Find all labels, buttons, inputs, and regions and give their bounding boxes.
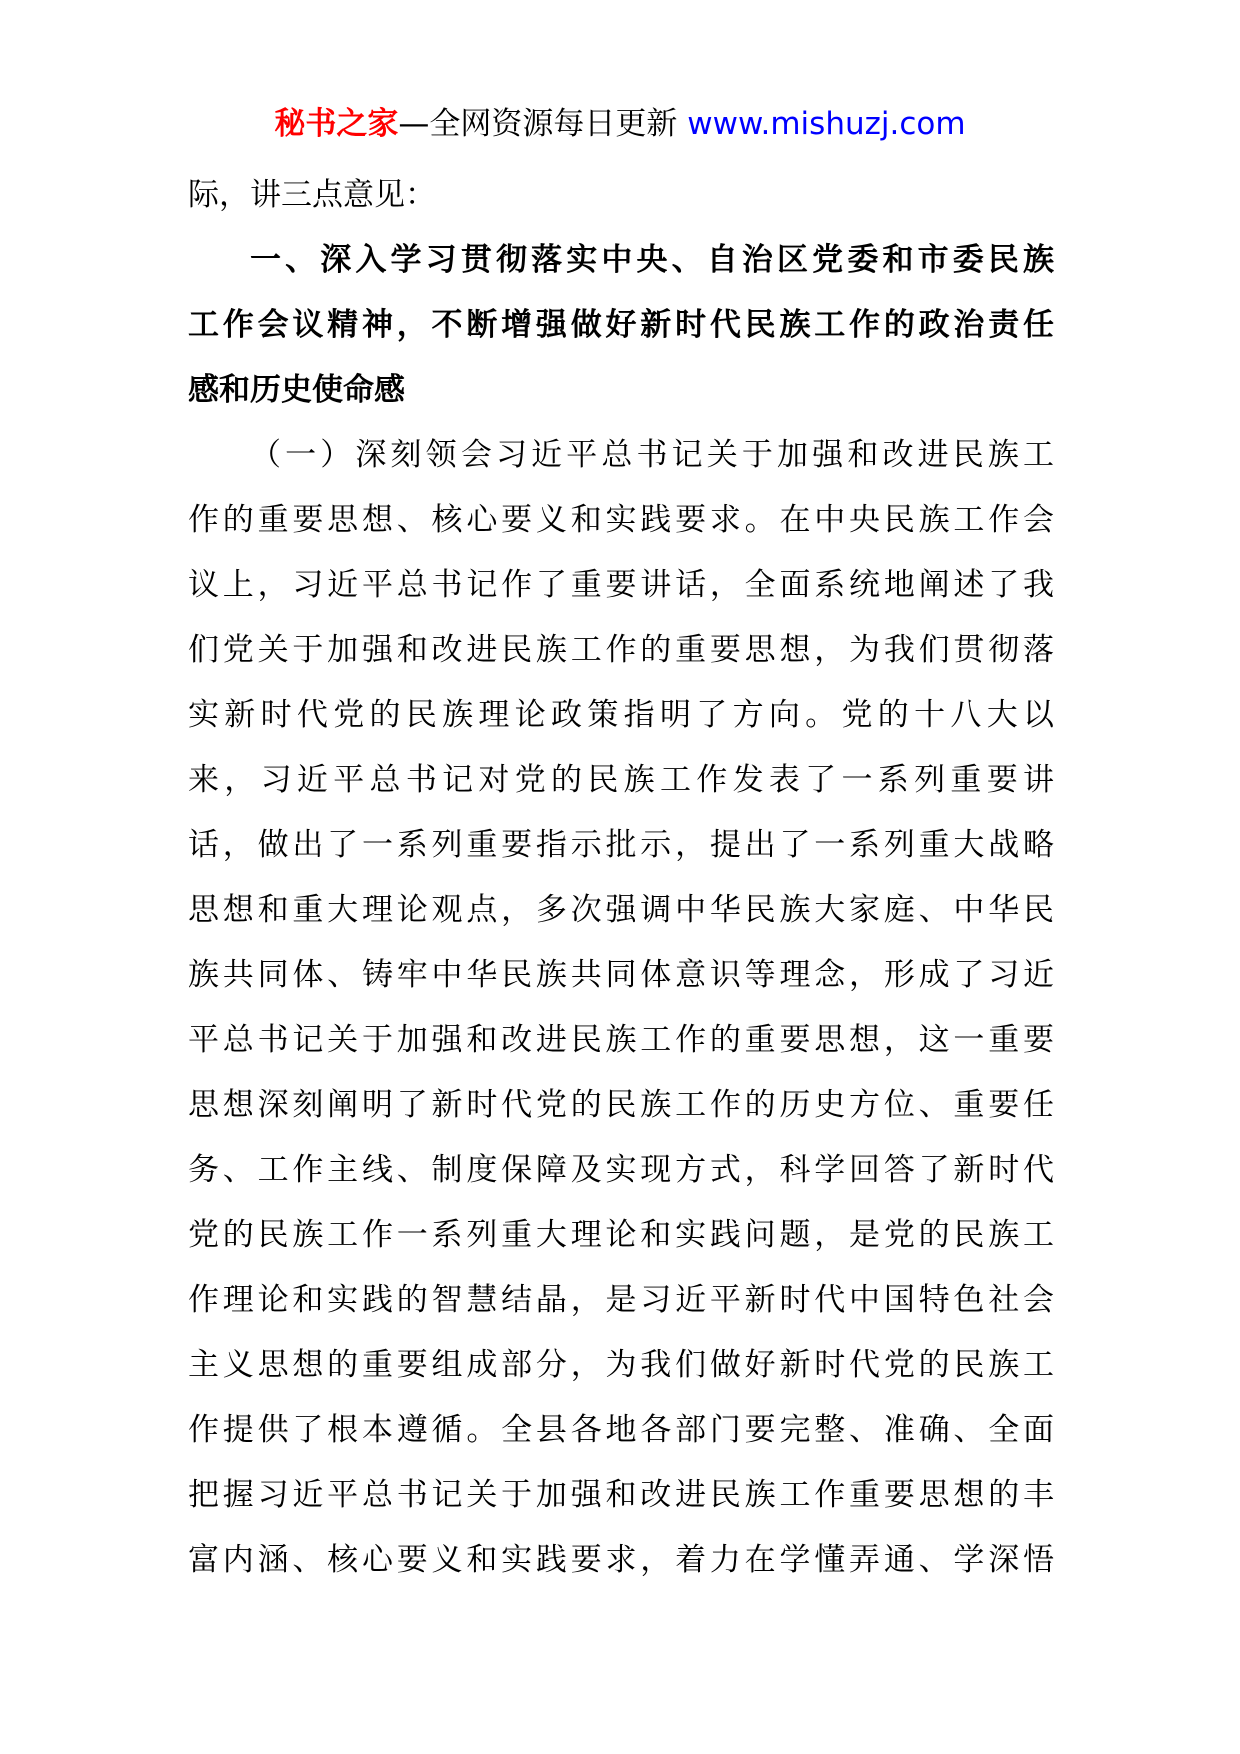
paragraph-line: 话，做出了一系列重要指示批示，提出了一系列重大战略	[188, 827, 1054, 863]
section-heading-line: 感和历史使命感	[188, 372, 405, 408]
site-banner	[0, 100, 1240, 148]
paragraph-line: 作理论和实践的智慧结晶，是习近平新时代中国特色社会	[188, 1282, 1054, 1318]
paragraph-continuation-line: 际，讲三点意见：	[188, 177, 436, 213]
paragraph-line: 思想和重大理论观点，多次强调中华民族大家庭、中华民	[188, 892, 1054, 928]
section-heading-line: 一、深入学习贯彻落实中央、自治区党委和市委民族	[250, 242, 1054, 278]
paragraph-line: （一）深刻领会习近平总书记关于加强和改进民族工	[250, 437, 1054, 473]
document-body	[188, 163, 1054, 1593]
paragraph-line: 党的民族工作一系列重大理论和实践问题，是党的民族工	[188, 1217, 1054, 1253]
paragraph-line: 们党关于加强和改进民族工作的重要思想，为我们贯彻落	[188, 632, 1054, 668]
paragraph-line: 作提供了根本遵循。全县各地各部门要完整、准确、全面	[188, 1412, 1054, 1448]
paragraph-line: 族共同体、铸牢中华民族共同体意识等理念，形成了习近	[188, 957, 1054, 993]
paragraph-line: 平总书记关于加强和改进民族工作的重要思想，这一重要	[188, 1022, 1054, 1058]
paragraph-line: 把握习近平总书记关于加强和改进民族工作重要思想的丰	[188, 1477, 1054, 1513]
paragraph-line: 议上，习近平总书记作了重要讲话，全面系统地阐述了我	[188, 567, 1054, 603]
paragraph-line: 实新时代党的民族理论政策指明了方向。党的十八大以	[188, 697, 1054, 733]
paragraph-line: 主义思想的重要组成部分，为我们做好新时代党的民族工	[188, 1347, 1054, 1383]
paragraph-line: 作的重要思想、核心要义和实践要求。在中央民族工作会	[188, 502, 1054, 538]
site-tagline: —全网资源每日更新	[398, 106, 678, 142]
paragraph-line: 思想深刻阐明了新时代党的民族工作的历史方位、重要任	[188, 1087, 1054, 1123]
site-url-link[interactable]: www.mishuzj.com	[687, 106, 966, 142]
section-heading-line: 工作会议精神，不断增强做好新时代民族工作的政治责任	[188, 307, 1054, 343]
paragraph-line: 来，习近平总书记对党的民族工作发表了一系列重要讲	[188, 762, 1054, 798]
paragraph-line: 务、工作主线、制度保障及实现方式，科学回答了新时代	[188, 1152, 1054, 1188]
paragraph-line: 富内涵、核心要义和实践要求，着力在学懂弄通、学深悟	[188, 1542, 1054, 1578]
site-brand-name: 秘书之家	[274, 106, 399, 142]
